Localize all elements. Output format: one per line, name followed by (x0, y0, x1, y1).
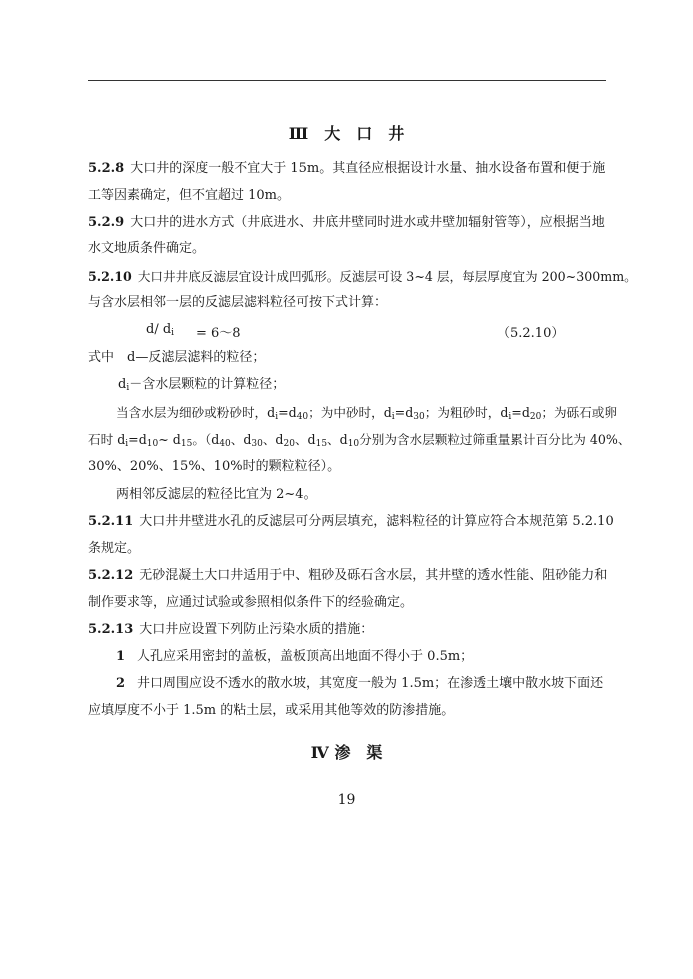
item-text: 人孔应采用密封的盖板，盖板顶高出地面不得小于 0.5m； (137, 649, 474, 664)
condition-line3: 30%、20%、15%、10%时的颗粒粒径）。 (88, 459, 341, 474)
condition-line2: 石时 $d_i=d_{10}\sim$ $d_{15}$。（$d_{40}$、$d_{30}$、$d_{20}$、$d_{15}$、$d_{10}$分别为含水层颗粒过筛重量累计百分比为 40%、 (88, 432, 631, 449)
di-definition (118, 376, 638, 393)
clause-text: 大口井井壁进水孔的反滤层可分两层填充，滤料粒径的计算应符合本规范第 5.2.10 (139, 514, 614, 529)
clause-5-2-10-line1 (88, 268, 637, 285)
clause-number: 5.2.13 (88, 622, 134, 637)
clause-number: 5.2.11 (88, 514, 134, 529)
di-text: －含水层颗粒的计算粒径； (129, 377, 286, 392)
where-line: 式中 d—反滤层滤料的粒径； (88, 350, 266, 365)
clause-number: 5.2.10 (88, 269, 132, 284)
condition-line1: 当含水层为细砂或粉砂时，$d_i=d_{40}$；为中砂时，$d_i=d_{30}$；为粗砂时，$d_i=d_{20}$；为砾石或卵 (116, 405, 617, 422)
formula-rhs: = 6～8 (196, 326, 241, 341)
clause-5-2-9-line2: 水文地质条件确定。 (88, 241, 206, 256)
clause-number: 5.2.8 (88, 161, 125, 176)
formula-sub: i (171, 328, 175, 338)
clause-5-2-8-line1 (88, 160, 608, 177)
item-number: 2 (116, 676, 126, 691)
section-heading-3: Ⅲ 大 口 井 (288, 124, 405, 143)
item-number: 1 (116, 649, 126, 664)
page-number: 19 (337, 792, 356, 808)
clause-text: 大口井的深度一般不宜大于 15m。其直径应根据设计水量、抽水设备布置和便于施 (130, 161, 606, 176)
header-rule (88, 80, 606, 81)
clause-5-2-13-line1 (88, 621, 608, 638)
clause-5-2-10-line2: 与含水层相邻一层的反滤层滤料粒径可按下式计算： (88, 295, 388, 310)
formula-lhs (146, 322, 174, 337)
clause-5-2-11-line1 (88, 513, 614, 530)
clause-5-2-12-line1 (88, 567, 608, 584)
di-sub: i (126, 383, 130, 393)
section-heading-4: Ⅳ 渗 渠 (310, 743, 383, 762)
ratio-line: 两相邻反滤层的粒径比宜为 2~4。 (116, 487, 317, 502)
clause-5-2-11-line2: 条规定。 (88, 541, 141, 556)
formula-number: （5.2.10） (497, 326, 565, 341)
clause-text: 大口井应设置下列防止污染水质的措施： (139, 622, 374, 637)
clause-5-2-9-line1 (88, 214, 608, 231)
item-1 (116, 648, 636, 665)
di-symbol: d (118, 377, 127, 392)
item-text: 井口周围应设不透水的散水坡，其宽度一般为 1.5m；在渗透土壤中散水坡下面还 (137, 676, 604, 691)
clause-number: 5.2.12 (88, 568, 134, 583)
clause-5-2-12-line2: 制作要求等，应通过试验或参照相似条件下的经验确定。 (88, 595, 414, 610)
clause-number: 5.2.9 (88, 215, 125, 230)
formula-d: d/ d (146, 322, 172, 337)
item-2-line1 (116, 675, 606, 692)
clause-text: 无砂混凝土大口井适用于中、粗砂及砾石含水层，其井壁的透水性能、阻砂能力和 (139, 568, 608, 583)
clause-5-2-8-line2: 工等因素确定，但不宜超过 10m。 (88, 188, 291, 203)
item-2-line2: 应填厚度不小于 1.5m 的粘土层，或采用其他等效的防渗措施。 (88, 703, 455, 718)
clause-text: 大口井井底反滤层宜设计成凹弧形。反滤层可设 3~4 层，每层厚度宜为 200~300mm。 (137, 269, 637, 284)
clause-text: 大口井的进水方式（井底进水、井底井壁同时进水或井壁加辐射管等），应根据当地 (130, 215, 605, 230)
